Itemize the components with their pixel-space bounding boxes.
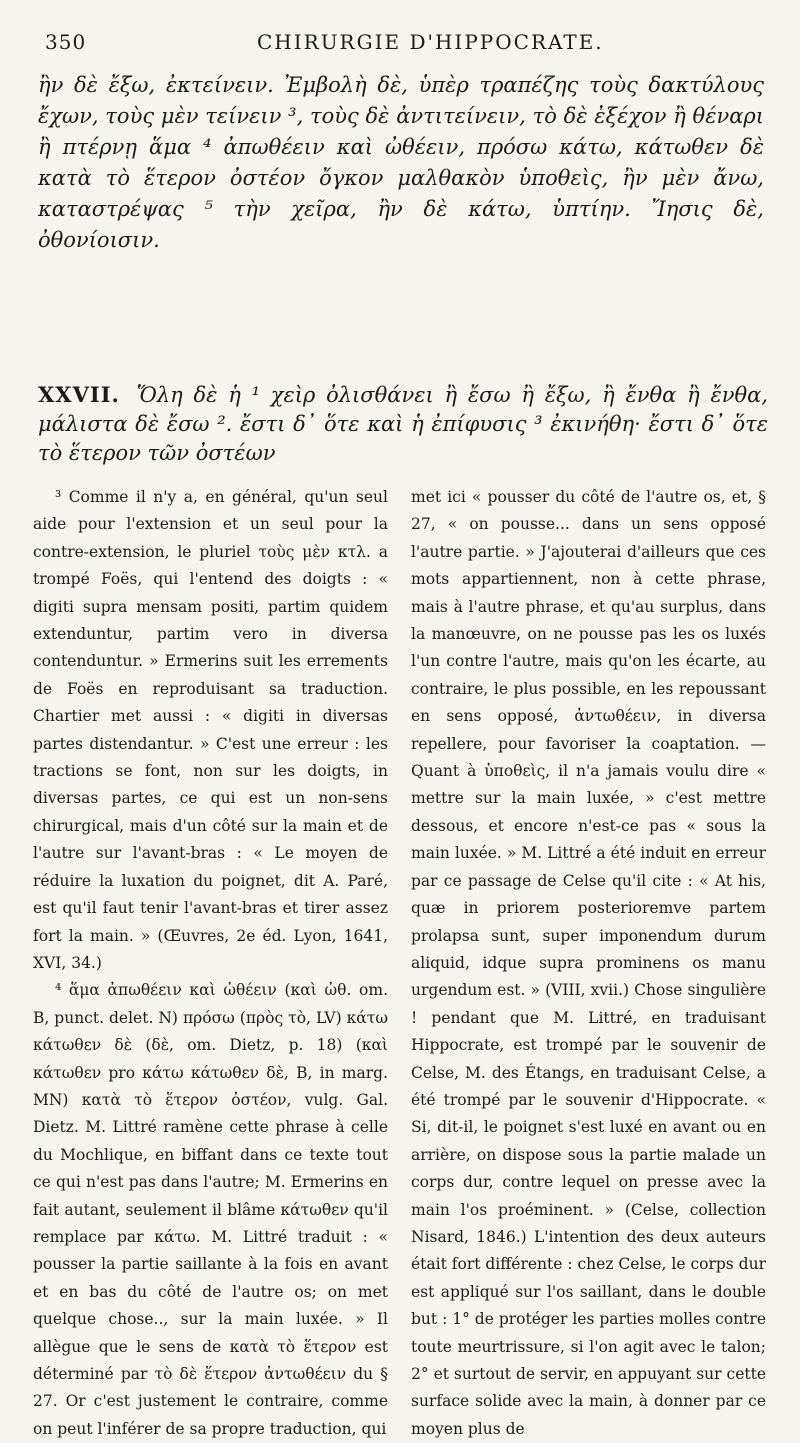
section-text: Ὅλη δὲ ἡ ¹ χεὶρ ὀλισθάνει ἢ ἔσω ἢ ἔξω, ἢ ἔνθα ἢ ἔνθα, μάλιστα δὲ ἔσω ². ἔστι δ᾽ ὅτε καὶ ἡ ἐπίφυσις ³ ἐκινήθη· ἔστι δ᾽ ὅτε τὸ ἕτερον τῶν ὀστέων [38,383,768,465]
section-xxvii [38,380,768,468]
footnote-4-continued: met ici « pousser du côté de l'autre os, et, § 27, « on pousse... dans un sens opposé l'autre partie. » J'ajouterai d'ailleurs que ces mots appartiennent, non à cette phrase, mais à l'autre phrase, et qu'au surplus, dans la manœuvre, on ne pousse pas les os luxés l'un contre l'autre, mais qu'on les écarte, au contraire, le plus possible, en les repoussant en sens opposé, ἀντωθέειν, in diversa repellere, pour favoriser la coaptation. — Quant à ὑποθεὶς, il n'a jamais voulu dire « mettre sur la main luxée, » c'est mettre dessous, et encore n'est-ce pas « sous la main luxée. » M. Littré a été induit en erreur par ce passage de Celse qu'il cite : « At his, quæ in priorem posterioremve partem prolapsa sunt, super imponendum durum aliquid, idque supra prominens os manu urgendum est. » (VIII, xvii.) Chose singulière ! pendant que M. Littré, en traduisant Hippocrate, est trompé par le souvenir de Celse, M. des Étangs, en traduisant Celse, a été trompé par le souvenir d'Hippocrate. « Si, dit-il, le poignet s'est luxé en avant ou en arrière, on dispose sous la partie malade un corps dur, contre lequel on presse avec la main l'os proéminent. » (Celse, collection Nisard, 1846.) L'intention des deux auteurs était fort différente : chez Celse, le corps dur est appliqué sur l'os saillant, dans le double but : 1° de protéger les parties molles contre toute meurtrissure, si l'on agit avec le talon; 2° et surtout de servir, en appuyant sur cette surface solide avec la main, à donner par ce moyen plus de [411,488,766,1438]
footnote-4: ⁴ ἅμα ἀπωθέειν καὶ ὠθέειν (καὶ ὠθ. om. B, punct. delet. N) πρόσω (πρὸς τὸ, LV) κάτω κάτωθεν δὲ (δὲ, om. Dietz, p. 18) (καὶ κάτωθεν pro κάτω κάτωθεν δὲ, B, in marg. MN) κατὰ τὸ ἕτερον ὀστέον, vulg. Gal. Dietz. M. Littré ramène cette phrase à celle du Mochlique, en biffant dans ce texte tout ce qui n'est pas dans l'autre; M. Ermerins en fait autant, seulement il blâme κάτωθεν qu'il remplace par κάτω. M. Littré traduit : « pousser la partie saillante à la fois en avant et en bas du côté de l'autre os; on met quelque chose.., sur la main luxée. » Il allègue que le sens de κατὰ τὸ ἕτερον est déterminé par τὸ δὲ ἕτερον ἀντωθέειν du § 27. Or c'est justement le contraire, comme on peut l'inférer de sa propre traduction, qui [33,981,388,1438]
section-number: XXVII. [38,382,120,407]
footnotes-right-column [411,484,766,1443]
greek-text-block [38,70,764,256]
page-number: 350 [45,30,87,54]
footnotes-area [33,484,767,1438]
footnote-3: ³ Comme il n'y a, en général, qu'un seul aide pour l'extension et un seul pour la contre-extension, le pluriel τοὺς μὲν κτλ. a trompé Foës, qui l'entend des doigts : « digiti supra mensam positi, partim quidem extenduntur, partim vero in diversa contenduntur. » Ermerins suit les errements de Foës en reproduisant sa traduction. Chartier met aussi : « digiti in diversas partes distendantur. » C'est une erreur : les tractions se font, non sur les doigts, in diversas partes, ce qui est un non-sens chirurgical, mais d'un côté sur la main et de l'autre sur l'avant-bras : « Le moyen de réduire la luxation du poignet, dit A. Paré, est qu'il faut tenir l'avant-bras et tirer assez fort la main. » (Œuvres, 2e éd. Lyon, 1641, XVI, 34.) [33,488,388,972]
running-title: CHIRURGIE D'HIPPOCRATE. [257,30,604,54]
page-header [45,30,765,60]
footnotes-left-column [33,484,388,1443]
greek-paragraph: ἢν δὲ ἔξω, ἐκτείνειν. Ἐμβολὴ δὲ, ὑπὲρ τραπέζης τοὺς δακτύλους ἔχων, τοὺς μὲν τείνειν ³, τοὺς δὲ ἀντιτείνειν, τὸ δὲ ἐξέχον ἢ θέναρι ἢ πτέρνῃ ἅμα ⁴ ἀπωθέειν καὶ ὠθέειν, πρόσω κάτω, κάτωθεν δὲ κατὰ τὸ ἕτερον ὀστέον ὄγκον μαλθακὸν ὑποθεὶς, ἢν μὲν ἄνω, καταστρέψας ⁵ τὴν χεῖρα, ἢν δὲ κάτω, ὑπτίην. Ἴησις δὲ, ὀθονίοισιν. [38,73,764,252]
